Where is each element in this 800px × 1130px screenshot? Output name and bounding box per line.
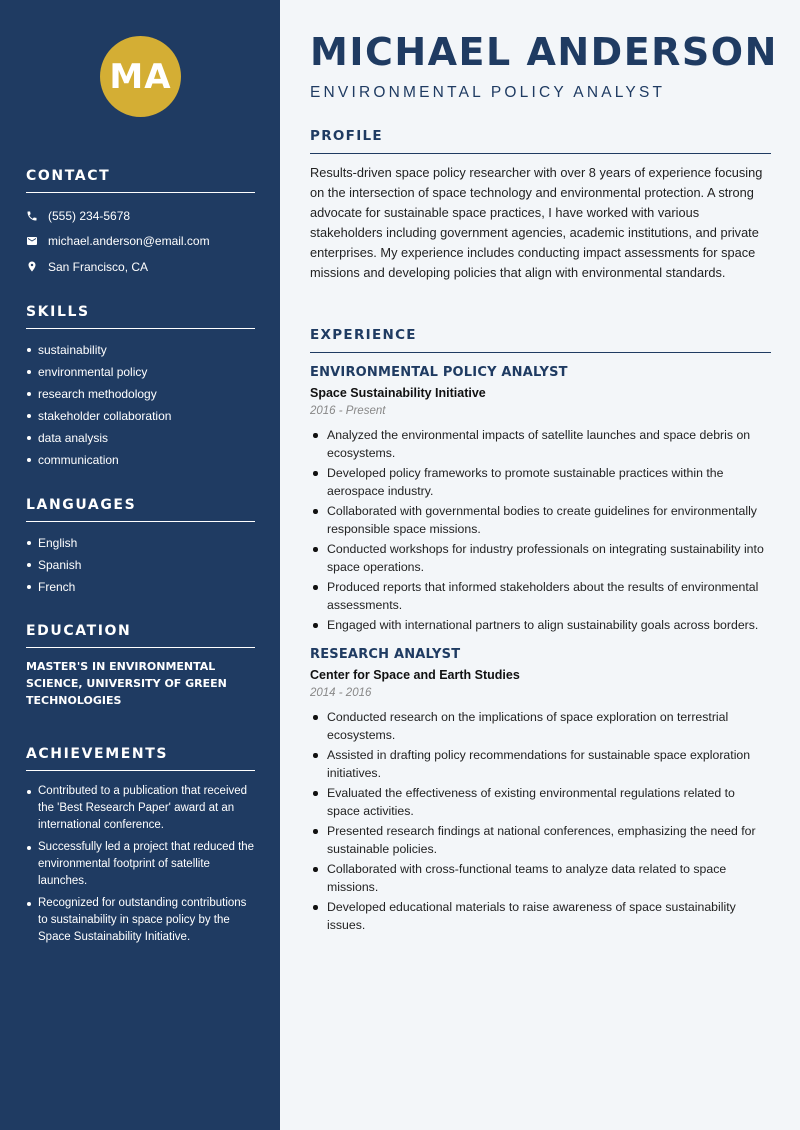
language-item: French: [26, 576, 255, 598]
achievement-item: Recognized for outstanding contributions to sustainability in space policy by the Space Sustainability Initiative.: [26, 895, 255, 946]
achievements-section: [26, 746, 255, 951]
job-bullet: Evaluated the effectiveness of existing environmental regulations related to space activities.: [310, 784, 771, 820]
skill-item: communication: [26, 449, 255, 471]
achievements-heading: ACHIEVEMENTS: [26, 746, 255, 771]
phone-icon: [26, 210, 48, 222]
job-entry: [310, 365, 771, 634]
profile-section: [310, 128, 771, 283]
contact-phone: [26, 203, 255, 229]
job-bullet: Collaborated with governmental bodies to create guidelines for environmentally responsible space missions.: [310, 502, 771, 538]
avatar: MA: [100, 36, 181, 117]
skills-heading: SKILLS: [26, 304, 255, 329]
job-bullet: Collaborated with cross-functional teams to analyze data related to space missions.: [310, 860, 771, 896]
candidate-name: MICHAEL ANDERSON: [310, 30, 778, 74]
job-bullets: [310, 708, 771, 934]
language-item: Spanish: [26, 554, 255, 576]
job-bullet: Produced reports that informed stakeholders about the results of environmental assessments.: [310, 578, 771, 614]
experience-section: [310, 327, 771, 936]
languages-heading: LANGUAGES: [26, 497, 255, 522]
job-title: ENVIRONMENTAL POLICY ANALYST: [310, 365, 568, 380]
skill-item: data analysis: [26, 427, 255, 449]
contact-location-text: San Francisco, CA: [48, 259, 149, 274]
languages-list: [26, 532, 255, 598]
sidebar: [0, 0, 280, 1130]
contact-email: [26, 229, 255, 255]
job-entry: [310, 647, 771, 934]
achievement-item: Contributed to a publication that received the 'Best Research Paper' award at an international conference.: [26, 783, 255, 834]
job-bullet: Developed educational materials to raise awareness of space sustainability issues.: [310, 898, 771, 934]
job-bullet: Presented research findings at national conferences, emphasizing the need for sustainable policies.: [310, 822, 771, 858]
skill-item: research methodology: [26, 383, 255, 405]
contact-email-text[interactable]: michael.anderson@email.com: [48, 234, 210, 249]
languages-section: [26, 497, 255, 598]
job-bullet: Conducted research on the implications of space exploration on terrestrial ecosystems.: [310, 708, 771, 744]
contact-heading: CONTACT: [26, 168, 255, 193]
contact-phone-text[interactable]: (555) 234-5678: [48, 208, 131, 223]
job-bullets: [310, 426, 771, 634]
job-dates: 2014 - 2016: [310, 687, 372, 699]
contact-list: [26, 203, 255, 280]
job-bullet: Developed policy frameworks to promote sustainable practices within the aerospace industry.: [310, 464, 771, 500]
education-section: [26, 623, 255, 709]
profile-heading: PROFILE: [310, 128, 771, 154]
contact-section: [26, 168, 255, 280]
profile-text: Results-driven space policy researcher with over 8 years of experience focusing on the intersection of space technology and environmental protection. A strong advocate for sustainable space practices, I have worked with various stakeholders including government agencies, academic institutions, and private enterprises. My experience includes conducting impact assessments for space missions and developing policies that align with environmental standards.: [310, 165, 763, 280]
job-title-header: ENVIRONMENTAL POLICY ANALYST: [310, 84, 666, 101]
achievement-item: Successfully led a project that reduced the environmental footprint of satellite launches.: [26, 839, 255, 890]
job-dates: 2016 - Present: [310, 405, 386, 417]
job-company: Center for Space and Earth Studies: [310, 668, 520, 682]
education-heading: EDUCATION: [26, 623, 255, 648]
job-bullet: Analyzed the environmental impacts of satellite launches and space debris on ecosystems.: [310, 426, 771, 462]
experience-heading: EXPERIENCE: [310, 327, 771, 353]
job-bullet: Assisted in drafting policy recommendations for sustainable space exploration initiatives.: [310, 746, 771, 782]
location-pin-icon: [26, 260, 48, 273]
job-bullet: Conducted workshops for industry professionals on integrating sustainability into space operations.: [310, 540, 771, 576]
achievements-list: [26, 783, 255, 946]
contact-location: [26, 254, 255, 280]
skill-item: environmental policy: [26, 361, 255, 383]
job-title: RESEARCH ANALYST: [310, 647, 461, 662]
email-icon: [26, 235, 48, 247]
skills-section: [26, 304, 255, 471]
education-degree: MASTER'S IN ENVIRONMENTAL SCIENCE, UNIVERSITY OF GREEN TECHNOLOGIES: [26, 660, 227, 707]
skills-list: [26, 339, 255, 471]
job-company: Space Sustainability Initiative: [310, 386, 486, 400]
job-bullet: Engaged with international partners to align sustainability goals across borders.: [310, 616, 771, 634]
skill-item: sustainability: [26, 339, 255, 361]
language-item: English: [26, 532, 255, 554]
skill-item: stakeholder collaboration: [26, 405, 255, 427]
